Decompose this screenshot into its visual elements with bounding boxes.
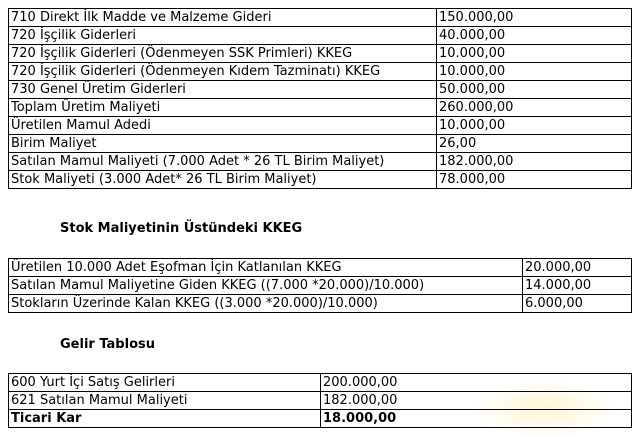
row-label: 720 İşçilik Giderleri (Ödenmeyen SSK Primleri) KKEG xyxy=(9,45,437,63)
row-value: 6.000,00 xyxy=(523,295,632,313)
row-label: 720 İşçilik Giderleri xyxy=(9,27,437,45)
row-value: 14.000,00 xyxy=(523,277,632,295)
row-label: 600 Yurt İçi Satış Gelirleri xyxy=(9,374,321,392)
table-row xyxy=(9,135,632,153)
row-label: Satılan Mamul Maliyeti (7.000 Adet * 26 TL Birim Maliyet) xyxy=(9,153,437,171)
row-value: 182.000,00 xyxy=(437,153,632,171)
table-row xyxy=(9,81,632,99)
row-label: Üretilen Mamul Adedi xyxy=(9,117,437,135)
table-row xyxy=(9,99,632,117)
table-row xyxy=(9,153,632,171)
table-row xyxy=(9,45,632,63)
kkeg-heading: Stok Maliyetinin Üstündeki KKEG xyxy=(60,221,303,236)
income-statement-table xyxy=(8,373,632,428)
table-row xyxy=(9,277,632,295)
row-label: 730 Genel Üretim Giderleri xyxy=(9,81,437,99)
row-value: 10.000,00 xyxy=(437,117,632,135)
row-label: Toplam Üretim Maliyeti xyxy=(9,99,437,117)
row-value: 10.000,00 xyxy=(437,63,632,81)
table-row xyxy=(9,63,632,81)
total-row xyxy=(9,410,632,428)
row-value: 200.000,00 xyxy=(321,374,632,392)
row-label: Satılan Mamul Maliyetine Giden KKEG ((7.000 *20.000)/10.000) xyxy=(9,277,523,295)
row-value: 260.000,00 xyxy=(437,99,632,117)
row-value: 20.000,00 xyxy=(523,259,632,277)
table-row xyxy=(9,9,632,27)
row-value: 26,00 xyxy=(437,135,632,153)
total-label: Ticari Kar xyxy=(9,410,321,428)
row-value: 10.000,00 xyxy=(437,45,632,63)
kkeg-table xyxy=(8,258,632,313)
row-value: 40.000,00 xyxy=(437,27,632,45)
row-value: 150.000,00 xyxy=(437,9,632,27)
row-label: Birim Maliyet xyxy=(9,135,437,153)
row-label: 710 Direkt İlk Madde ve Malzeme Gideri xyxy=(9,9,437,27)
table-row xyxy=(9,259,632,277)
table-row xyxy=(9,392,632,410)
row-value: 182.000,00 xyxy=(321,392,632,410)
income-statement-heading: Gelir Tablosu xyxy=(60,337,155,352)
table-row xyxy=(9,27,632,45)
table-row xyxy=(9,374,632,392)
row-label: Stok Maliyeti (3.000 Adet* 26 TL Birim Maliyet) xyxy=(9,171,437,189)
row-label: Stokların Üzerinde Kalan KKEG ((3.000 *20.000)/10.000) xyxy=(9,295,523,313)
row-label: Üretilen 10.000 Adet Eşofman İçin Katlanılan KKEG xyxy=(9,259,523,277)
row-label: 621 Satılan Mamul Maliyeti xyxy=(9,392,321,410)
row-label: 720 İşçilik Giderleri (Ödenmeyen Kıdem Tazminatı) KKEG xyxy=(9,63,437,81)
row-value: 78.000,00 xyxy=(437,171,632,189)
table-row xyxy=(9,117,632,135)
total-value: 18.000,00 xyxy=(321,410,632,428)
table-row xyxy=(9,171,632,189)
table-row xyxy=(9,295,632,313)
row-value: 50.000,00 xyxy=(437,81,632,99)
cost-table xyxy=(8,8,632,189)
